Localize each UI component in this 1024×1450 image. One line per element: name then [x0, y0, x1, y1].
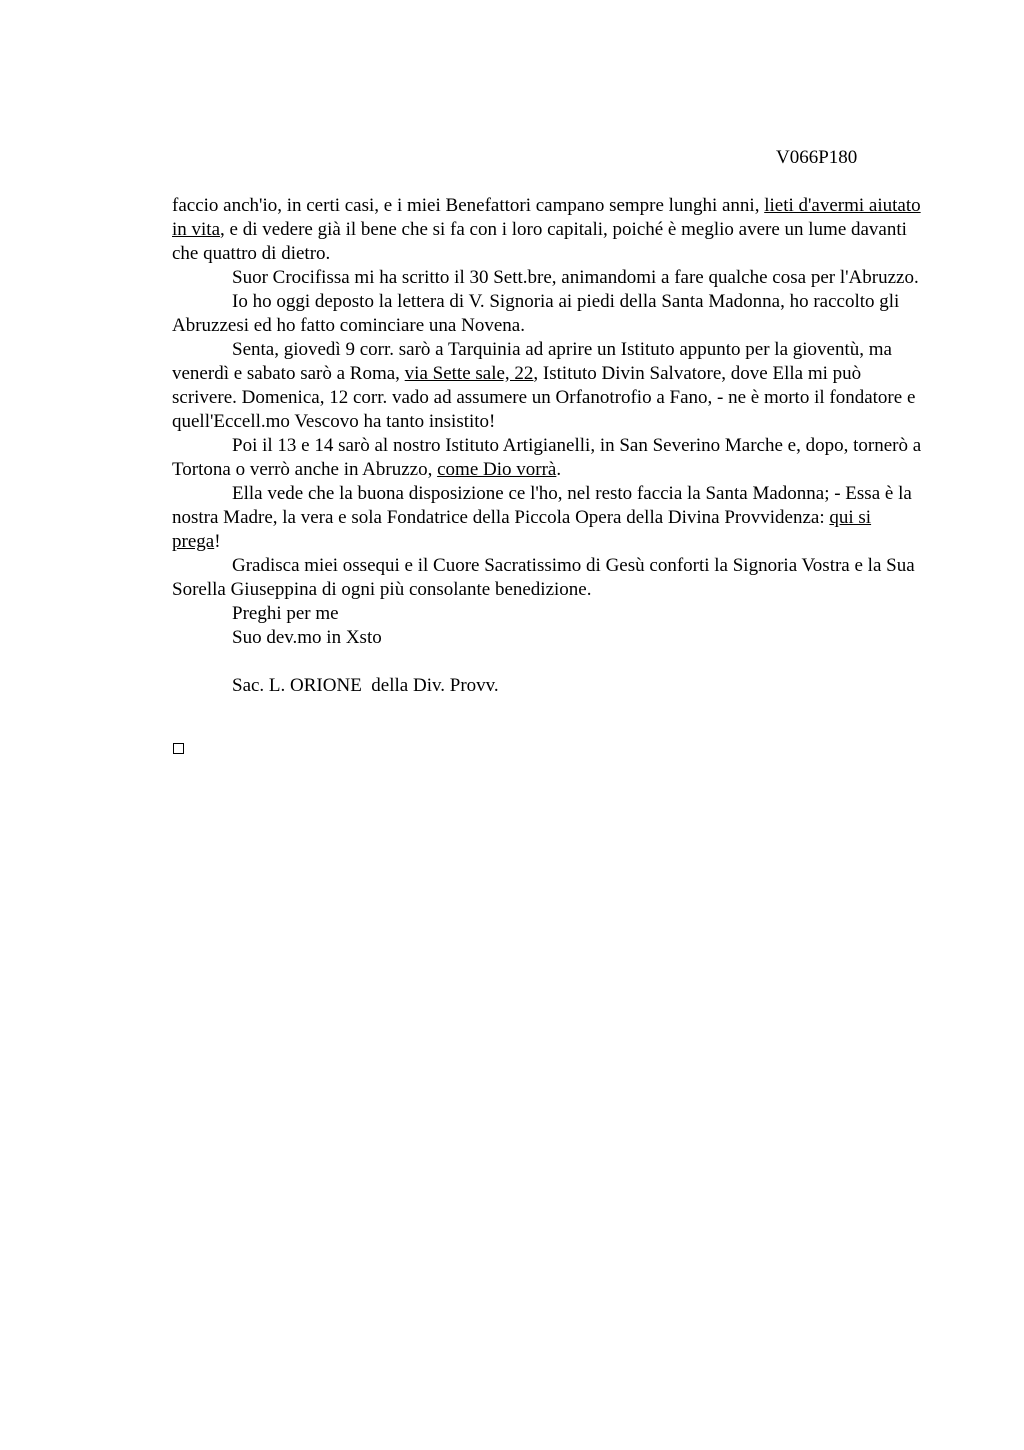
- paragraph-4-text-a: Senta, giovedì 9 corr. sarò a Tarquinia ad aprire un Istituto appunto per la gioventù, ma venerdì e sabato sarò a Roma,: [172, 339, 892, 384]
- underlined-phrase: qui si prega: [172, 507, 872, 552]
- paragraph-1-text-b: , e di vedere già il bene che si fa con i loro capitali, poiché è meglio avere un lume davanti che quattro di dietro.: [172, 219, 907, 264]
- underlined-address: via Sette sale, 22: [404, 363, 534, 384]
- empty-square-icon: [173, 743, 184, 754]
- underlined-phrase: come Dio vorrà: [437, 459, 557, 480]
- signature: Sac. L. ORIONE della Div. Provv.: [232, 675, 499, 696]
- paragraph-1-text-a: faccio anch'io, in certi casi, e i miei Benefattori campano sempre lunghi anni,: [172, 195, 765, 216]
- closing-line-1: Preghi per me: [232, 603, 339, 624]
- closing-line-2: Suo dev.mo in Xsto: [232, 627, 382, 648]
- paragraph-5: [172, 434, 922, 482]
- spacer: [172, 650, 922, 674]
- underlined-phrase: lieti d'avermi aiutato in vita: [172, 195, 921, 240]
- paragraph-6: [172, 482, 922, 554]
- page-code: V066P180: [776, 147, 858, 168]
- paragraph-3: Io ho oggi deposto la lettera di V. Signoria ai piedi della Santa Madonna, ho raccolto gli Abruzzesi ed ho fatto cominciare una Novena.: [172, 291, 900, 336]
- paragraph-1: [172, 194, 922, 266]
- paragraph-4: [172, 338, 922, 434]
- paragraph-4-text-b: , Istituto Divin Salvatore, dove Ella mi può scrivere. Domenica, 12 corr. vado ad assumere un Orfanotrofio a Fano, - ne è morto il fondatore e quell'Eccell.mo Vescovo ha tanto insistito!: [172, 363, 916, 432]
- paragraph-6-text-b: !: [214, 531, 221, 552]
- paragraph-5-text-a: Poi il 13 e 14 sarò al nostro Istituto Artigianelli, in San Severino Marche e, dopo, tornerò a Tortona o verrò anche in Abruzzo,: [172, 435, 922, 480]
- paragraph-7: Gradisca miei ossequi e il Cuore Sacratissimo di Gesù conforti la Signoria Vostra e la Sua Sorella Giuseppina di ogni più consolante benedizione.: [172, 555, 915, 600]
- paragraph-6-text-a: Ella vede che la buona disposizione ce l'ho, nel resto faccia la Santa Madonna; - Essa è la nostra Madre, la vera e sola Fondatrice della Piccola Opera della Divina Provvidenza:: [172, 483, 912, 528]
- letter-body: [172, 194, 922, 698]
- paragraph-2: Suor Crocifissa mi ha scritto il 30 Sett.bre, animandomi a fare qualche cosa per l'Abruzzo.: [232, 267, 919, 288]
- paragraph-5-text-b: .: [556, 459, 562, 480]
